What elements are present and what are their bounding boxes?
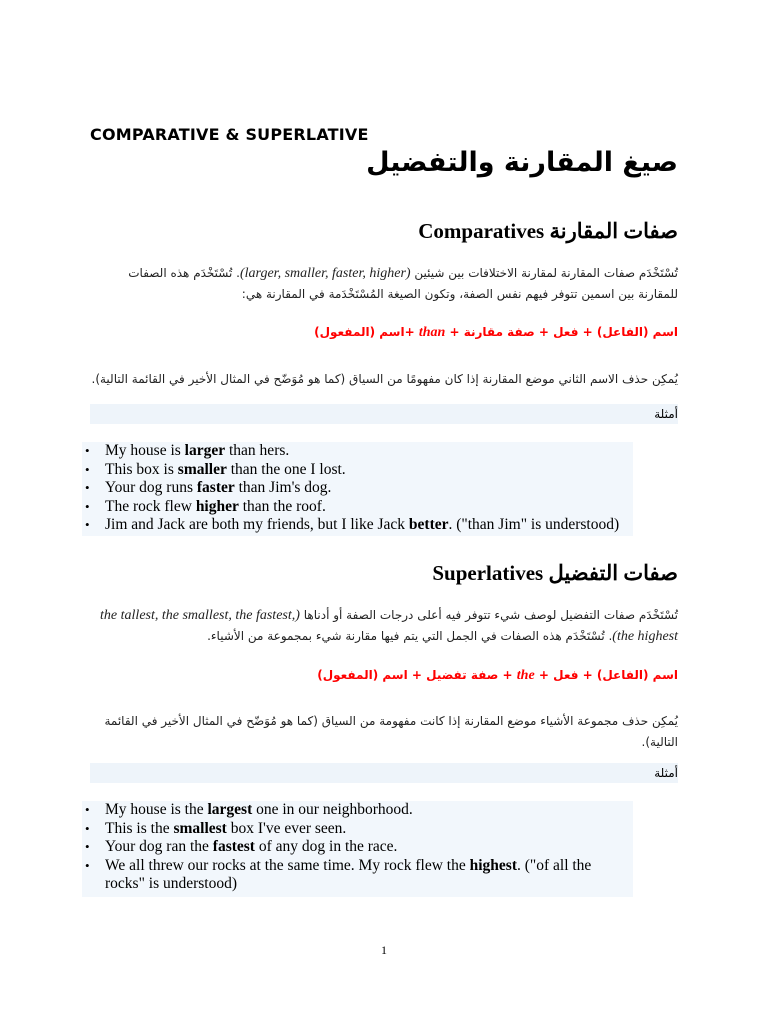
- arabic-main-heading: صيغ المقارنة والتفضيل: [366, 147, 678, 178]
- list-item: • My house is larger than hers.: [82, 442, 633, 461]
- comparatives-examples-label-bar: [90, 404, 678, 424]
- comparatives-intro-end: . تُسْتَخْدَم هذه الصفات للمقارنة بين اسمين تتوفر فيهم نفس الصفة، وتكون الصيغة المُسْتَخْدَمة في المقارنة هي:: [128, 266, 678, 301]
- comparatives-heading-ar: صفات المقارنة: [549, 219, 678, 243]
- superlatives-formula-start: اسم (الفاعل) + فعل +: [538, 668, 678, 682]
- list-item: • The rock flew higher than the roof.: [82, 498, 633, 517]
- comparatives-intro-words: (larger, smaller, faster, higher): [239, 266, 411, 281]
- page-number: 1: [381, 943, 387, 957]
- list-item: • This is the smallest box I've ever seen.: [82, 820, 633, 839]
- superlatives-examples-label: أمثلة: [654, 766, 678, 780]
- superlatives-intro-end: . تُسْتَخْدَم هذه الصفات في الجمل التي يتم فيها مقارنة شيء بمجموعة من الأشياء.: [207, 629, 613, 643]
- superlatives-formula: [317, 668, 678, 684]
- comparatives-formula-word: than: [418, 325, 446, 340]
- document-title: COMPARATIVE & SUPERLATIVE: [90, 125, 369, 144]
- superlatives-examples-box: [82, 801, 633, 897]
- superlatives-heading-ar: صفات التفضيل: [548, 561, 678, 585]
- superlatives-intro: [88, 605, 678, 647]
- list-item: • We all threw our rocks at the same time. My rock flew the highest. ("of all the rocks" is understood): [82, 857, 633, 894]
- list-item: • This box is smaller than the one I lost.: [82, 461, 633, 480]
- comparatives-examples-box: [82, 442, 633, 536]
- list-item: • My house is the largest one in our neighborhood.: [82, 801, 633, 820]
- comparatives-heading-en: Comparatives: [418, 219, 545, 243]
- superlatives-heading-en: Superlatives: [432, 561, 544, 585]
- comparatives-intro: [88, 263, 678, 305]
- comparatives-formula: [314, 325, 678, 341]
- list-item: • Jim and Jack are both my friends, but I like Jack better. ("than Jim" is understood): [82, 516, 633, 535]
- superlatives-intro-start: تُسْتَخْدَم صفات التفضيل لوصف شيء تتوفر فيه أعلى درجات الصفة أو أدناها: [303, 608, 678, 622]
- comparatives-heading: [418, 219, 678, 244]
- comparatives-formula-start: اسم (الفاعل) + فعل + صفة مقارنة +: [449, 325, 678, 339]
- comparatives-formula-end: +اسم (المفعول): [314, 325, 415, 339]
- superlatives-examples-label-bar: [90, 763, 678, 783]
- comparatives-examples-list: [82, 442, 633, 535]
- list-item: • Your dog runs faster than Jim's dog.: [82, 479, 633, 498]
- comparatives-note: يُمكِن حذف الاسم الثاني موضع المقارنة إذا كان مفهومًا من السياق (كما هو مُوَضّح في المثال الأخير في القائمة التالية).: [91, 372, 678, 386]
- superlatives-intro-words: (the tallest, the smallest, the fastest, the highest): [100, 608, 678, 644]
- superlatives-note: يُمكِن حذف مجموعة الأشياء موضع المقارنة إذا كانت مفهومة من السياق (كما هو مُوَضّح في المثال الأخير في القائمة التالية).: [104, 714, 678, 749]
- superlatives-formula-end: + صفة تفضيل + اسم (المفعول): [317, 668, 513, 682]
- superlatives-heading: [432, 561, 678, 586]
- list-item: • Your dog ran the fastest of any dog in the race.: [82, 838, 633, 857]
- comparatives-intro-start: تُسْتَخْدَم صفات المقارنة لمقارنة الاختلافات بين شيئين: [414, 266, 678, 280]
- comparatives-examples-label: أمثلة: [654, 407, 678, 421]
- superlatives-formula-word: the: [516, 668, 535, 683]
- superlatives-examples-list: [82, 801, 633, 894]
